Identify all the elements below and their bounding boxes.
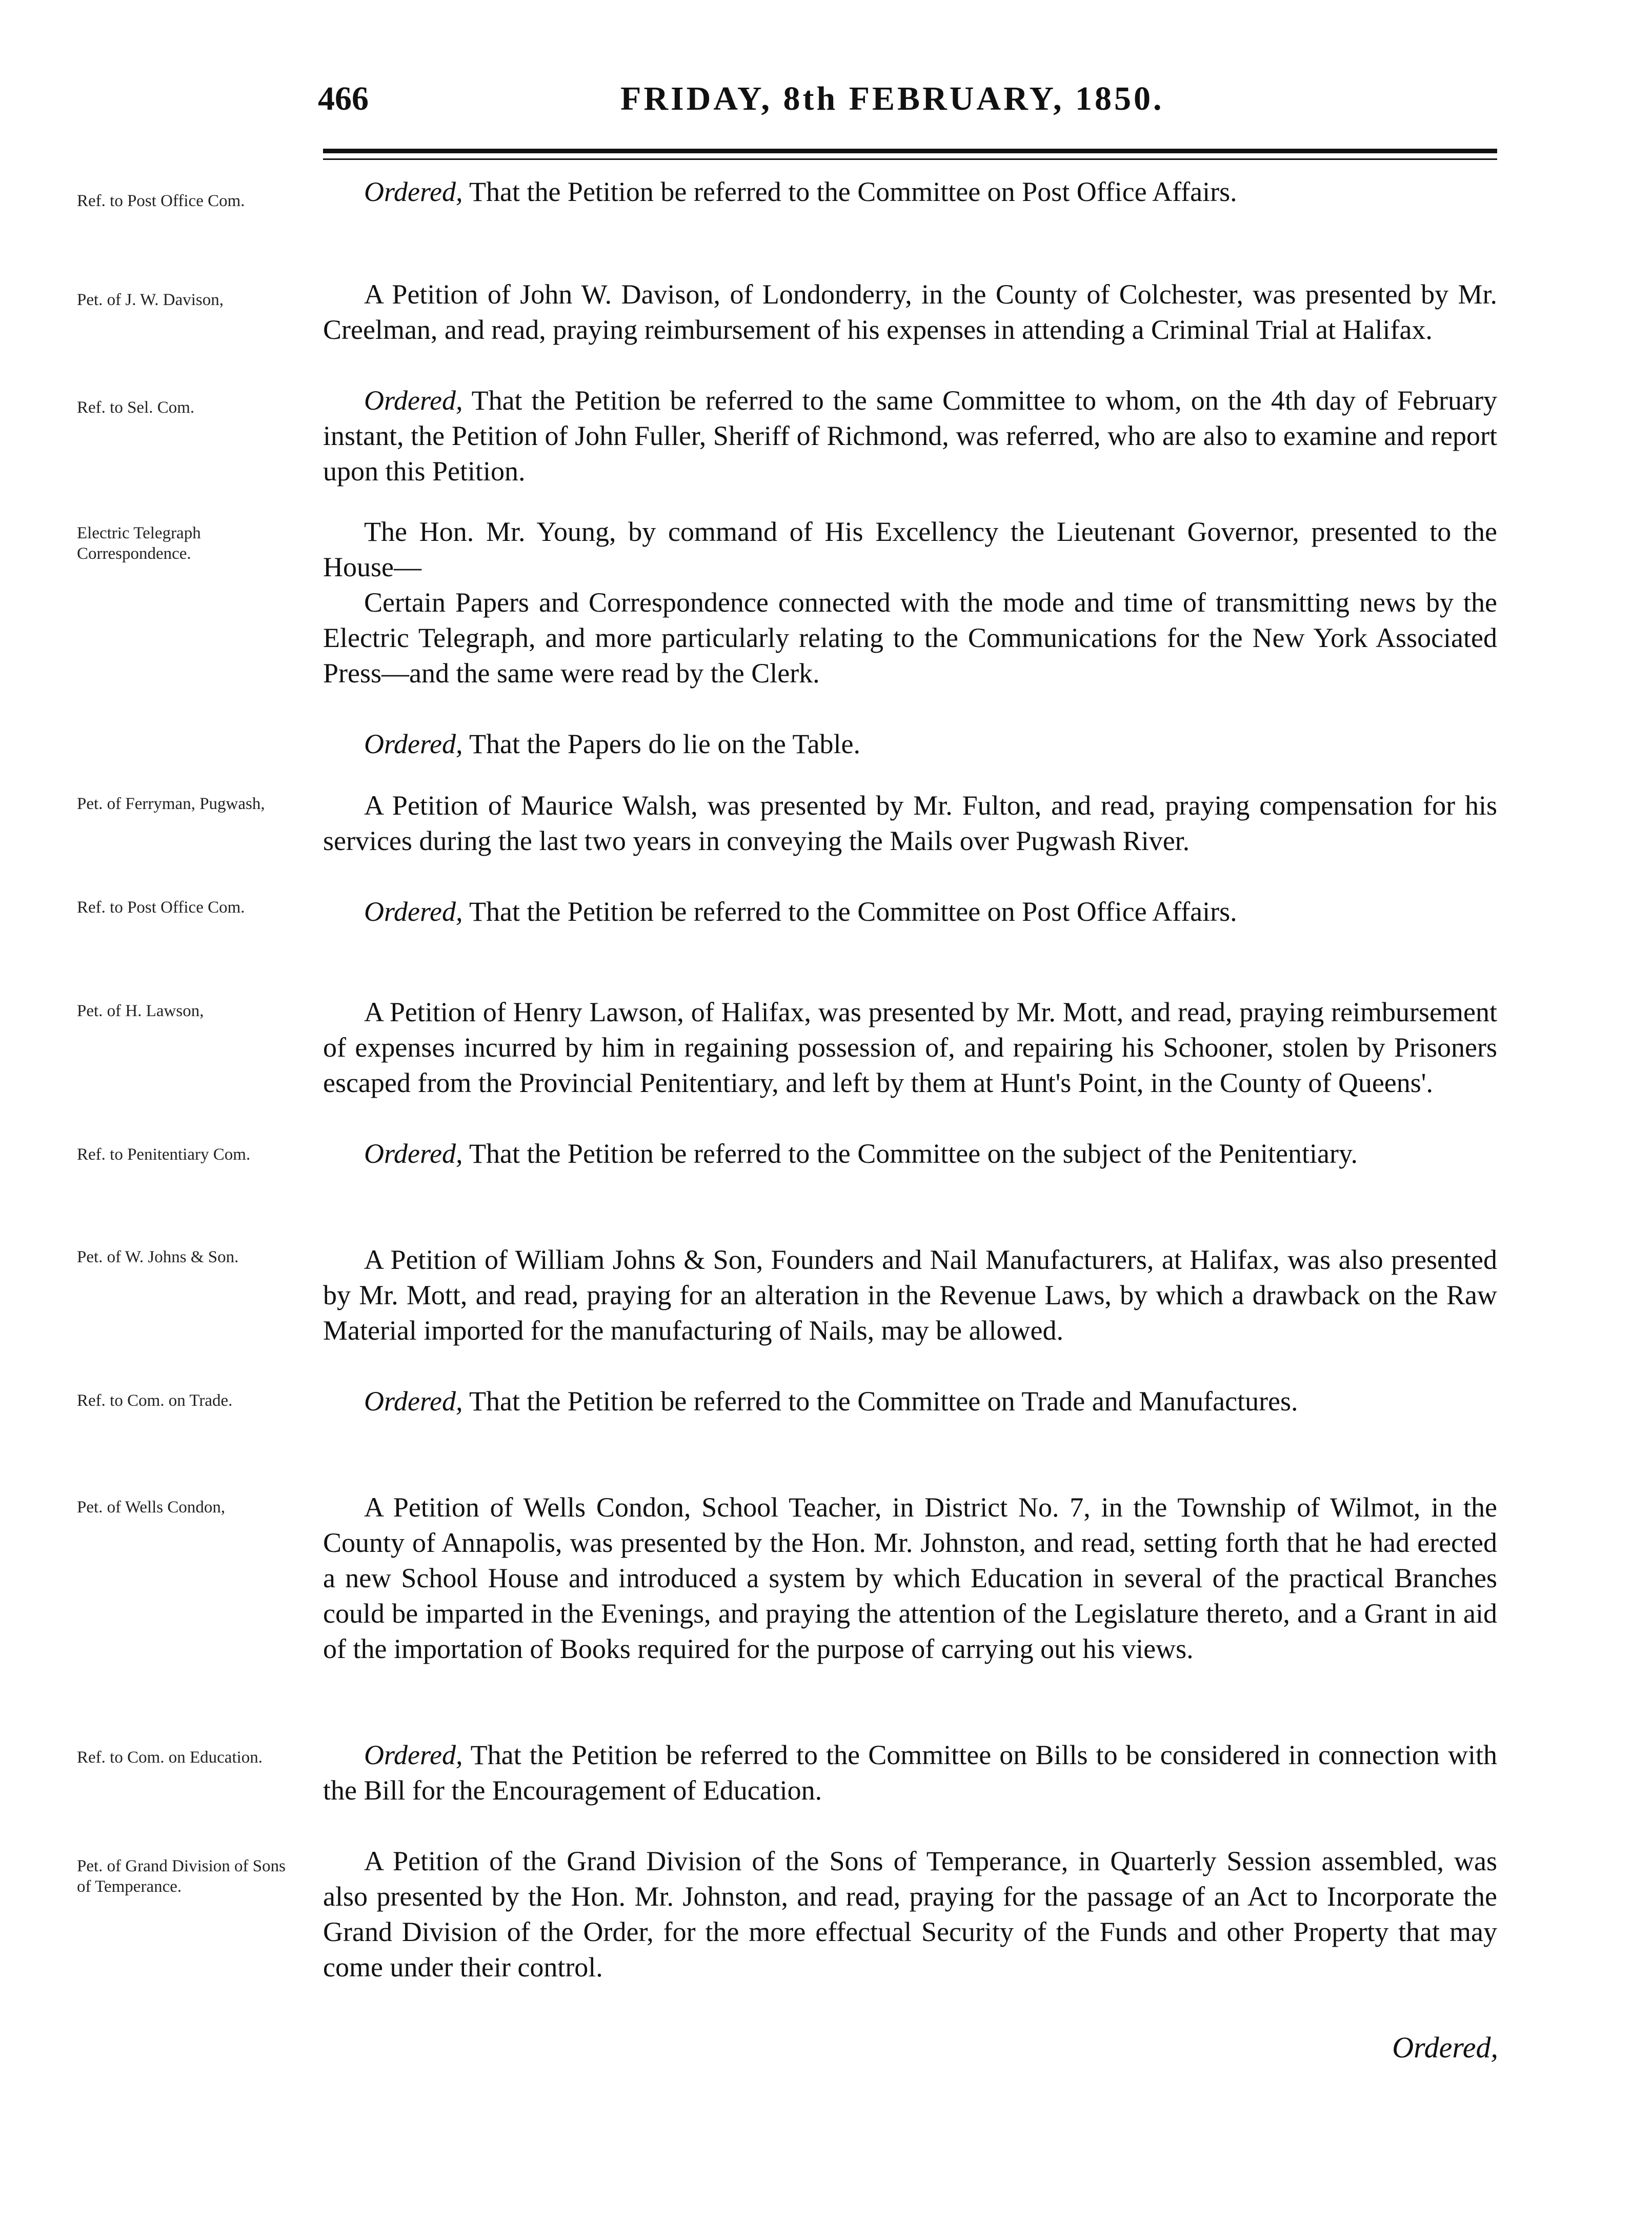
journal-paragraph — [323, 1242, 1497, 1348]
journal-paragraph — [323, 514, 1497, 585]
journal-paragraph — [323, 1737, 1497, 1808]
ordered-lead: Ordered, — [364, 385, 463, 416]
margin-note: Ref. to Post Office Com. — [77, 192, 245, 210]
page-number: 466 — [318, 80, 369, 117]
journal-paragraph — [323, 383, 1497, 489]
paragraph-text: Certain Papers and Correspondence connected with the mode and time of transmitting news by the Electric Telegraph, and more particularly relating to the Communications for the New York Associated Press—and the same were read by the Clerk. — [323, 587, 1497, 689]
journal-paragraph — [323, 585, 1497, 691]
journal-paragraph — [323, 1490, 1497, 1667]
margin-note: Ref. to Com. on Trade. — [77, 1391, 233, 1410]
journal-paragraph — [323, 174, 1497, 210]
running-head: FRIDAY, 8th FEBRUARY, 1850. — [620, 80, 1164, 117]
margin-note: Pet. of H. Lawson, — [77, 1002, 204, 1020]
ordered-lead: Ordered, — [364, 729, 463, 759]
margin-note: Electric Telegraph Correspondence. — [77, 524, 201, 563]
paragraph-text: A Petition of Maurice Walsh, was presented by Mr. Fulton, and read, praying compensation for his services during the last two years in conveying the Mails over Pugwash River. — [323, 790, 1497, 856]
journal-paragraph — [323, 995, 1497, 1101]
margin-note: Pet. of J. W. Davison, — [77, 291, 224, 309]
journal-paragraph — [323, 1844, 1497, 1985]
header-rule-thick — [323, 149, 1497, 153]
paragraph-text: A Petition of the Grand Division of the Sons of Temperance, in Quarterly Session assembled, was also presented by the Hon. Mr. Johnston, and read, praying for the passage of an Act to Incorporate the Grand Division of the Order, for the more effectual Security of the Funds and other Property that may come under their control. — [323, 1846, 1497, 1983]
journal-paragraph — [323, 788, 1497, 859]
page-header — [318, 69, 1497, 131]
paragraph-text: That the Papers do lie on the Table. — [462, 729, 861, 759]
margin-note: Ref. to Penitentiary Com. — [77, 1145, 251, 1164]
journal-paragraph — [323, 726, 1497, 762]
margin-note: Pet. of Grand Division of Sons of Temperance. — [77, 1857, 286, 1896]
paragraph-text: That the Petition be referred to the Committee on Trade and Manufactures. — [462, 1386, 1298, 1417]
paragraph-text: A Petition of Henry Lawson, of Halifax, was presented by Mr. Mott, and read, praying reimbursement of expenses incurred by him in regaining possession of, and repairing his Schooner, stolen by Prisoners escaped from the Provincial Penitentiary, and left by them at Hunt's Point, in the County of Queens'. — [323, 997, 1497, 1098]
ordered-lead: Ordered, — [364, 1386, 463, 1417]
paragraph-text: A Petition of William Johns & Son, Founders and Nail Manufacturers, at Halifax, was also presented by Mr. Mott, and read, praying for an alteration in the Revenue Laws, by which a drawback on the Raw Material imported for the manufacturing of Nails, may be allowed. — [323, 1244, 1497, 1346]
journal-paragraph — [323, 1384, 1497, 1419]
paragraph-text: That the Petition be referred to the Committee on Post Office Affairs. — [462, 176, 1237, 207]
margin-note: Pet. of Ferryman, Pugwash, — [77, 795, 265, 813]
paragraph-text: That the Petition be referred to the Committee on Post Office Affairs. — [462, 896, 1237, 927]
paragraph-text: The Hon. Mr. Young, by command of His Excellency the Lieutenant Governor, presented to the House— — [323, 516, 1497, 582]
margin-note: Pet. of W. Johns & Son. — [77, 1248, 239, 1266]
ordered-lead: Ordered, — [364, 1138, 463, 1169]
margin-note: Pet. of Wells Condon, — [77, 1498, 226, 1517]
journal-paragraph — [323, 1136, 1497, 1171]
margin-note: Ref. to Sel. Com. — [77, 398, 195, 417]
ordered-lead: Ordered, — [364, 896, 463, 927]
catchword: Ordered, — [1392, 2031, 1498, 2064]
journal-paragraph — [323, 894, 1497, 929]
journal-paragraph — [323, 277, 1497, 348]
paragraph-text: That the Petition be referred to the Committee on the subject of the Penitentiary. — [462, 1138, 1358, 1169]
header-rule-thin — [323, 158, 1497, 160]
ordered-lead: Ordered, — [364, 176, 463, 207]
paragraph-text: That the Petition be referred to the Committee on Bills to be considered in connection with the Bill for the Encouragement of Education. — [323, 1740, 1497, 1806]
paragraph-text: A Petition of Wells Condon, School Teacher, in District No. 7, in the Township of Wilmot, in the County of Annapolis, was presented by the Hon. Mr. Johnston, and read, setting forth that he had erected a new School House and introduced a system by which Education in several of the practical Branches could be imparted in the Evenings, and praying the attention of the Legislature thereto, and a Grant in aid of the importation of Books required for the purpose of carrying out his views. — [323, 1492, 1497, 1664]
ordered-lead: Ordered, — [364, 1740, 463, 1770]
paragraph-text: That the Petition be referred to the same Committee to whom, on the 4th day of February instant, the Petition of John Fuller, Sheriff of Richmond, was referred, who are also to examine and report upon this Petition. — [323, 385, 1497, 487]
margin-note: Ref. to Post Office Com. — [77, 898, 245, 917]
margin-note: Ref. to Com. on Education. — [77, 1748, 263, 1767]
paragraph-text: A Petition of John W. Davison, of Londonderry, in the County of Colchester, was presented by Mr. Creelman, and read, praying reimbursement of his expenses in attending a Criminal Trial at Halifax. — [323, 279, 1497, 345]
